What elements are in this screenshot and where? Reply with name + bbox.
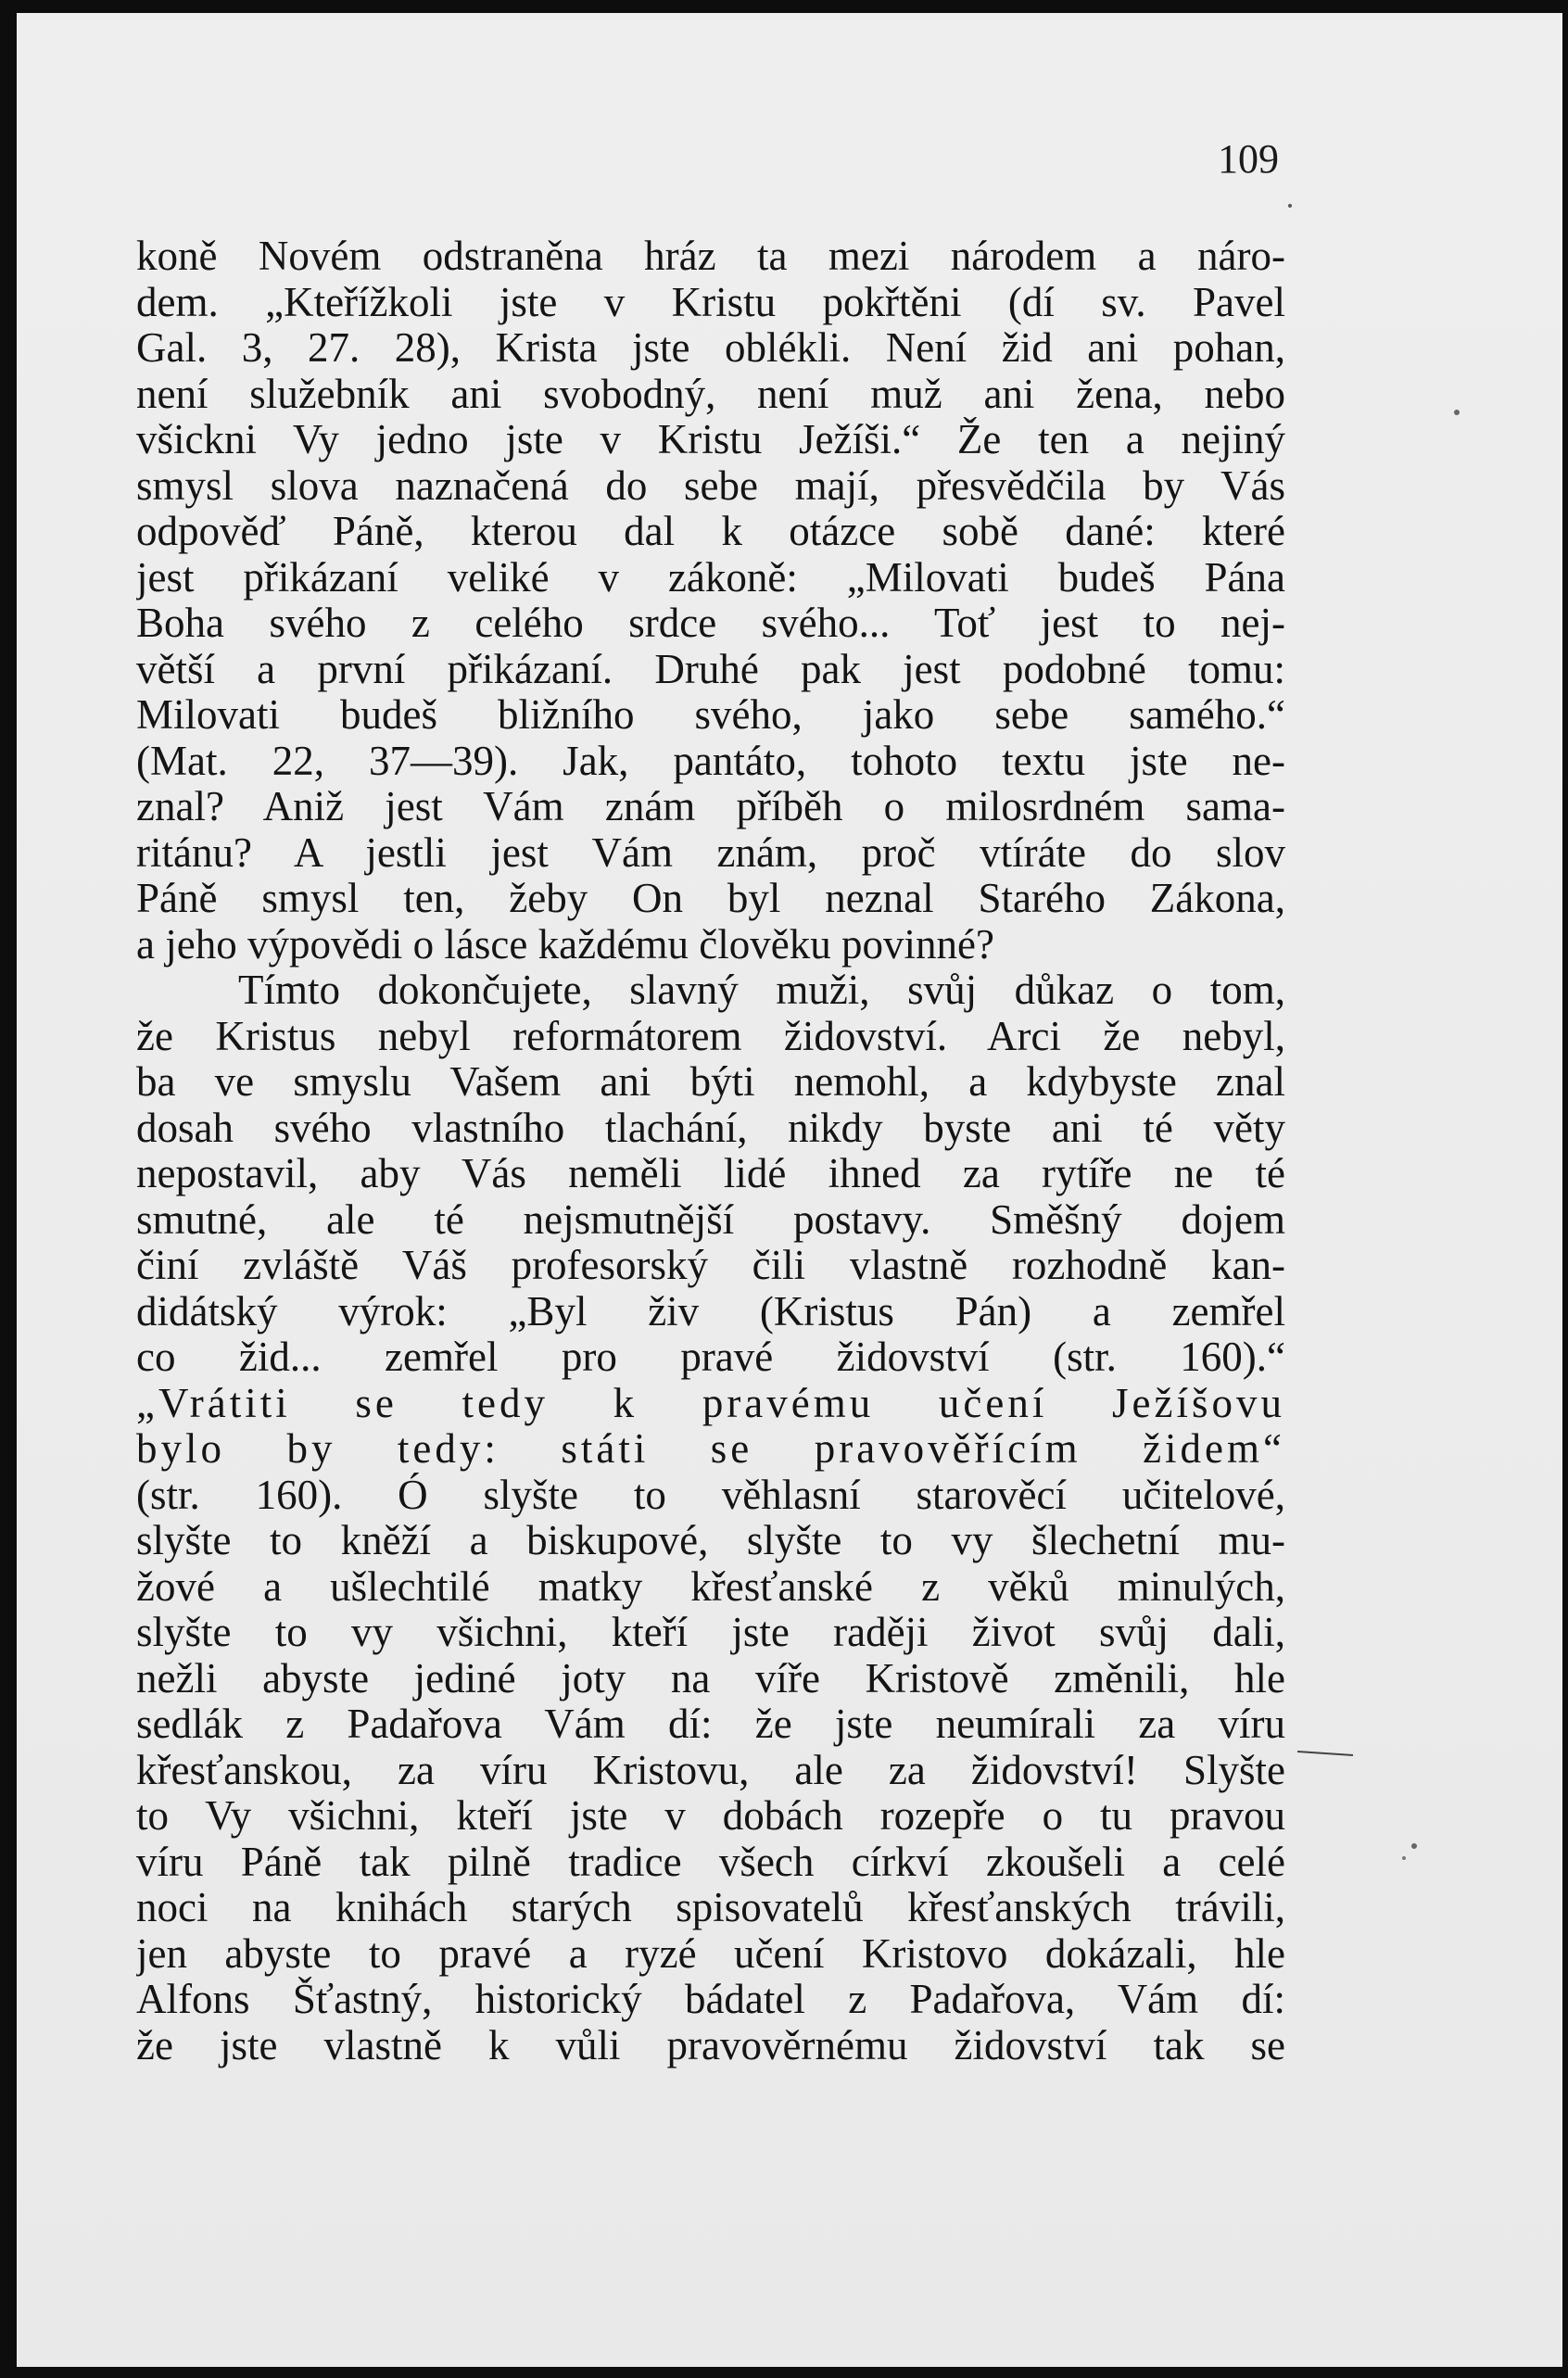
text-line-22: smutné, ale té nejsmutnější postavy. Směšný dojem — [136, 1196, 1285, 1243]
text-line-28: (str. 160). Ó slyšte to věhlasní starověcí učitelové, — [136, 1472, 1285, 1518]
text-line-31: slyšte to vy všichni, kteří jste raději život svůj dali, — [136, 1610, 1285, 1655]
text-line-38: jen abyste to pravé a ryzé učení Kristovo dokázali, hle — [136, 1930, 1285, 1977]
text-line-37: noci na knihách starých spisovatelů křesťanských trávili, — [136, 1885, 1285, 1930]
text-line-5: všickni Vy jedno jste v Kristu Ježíši.“ Že ten a nejiný — [136, 417, 1285, 462]
text-line-39: Alfons Šťastný, historický bádatel z Padařova, Vám dí: — [136, 1977, 1285, 2022]
text-line-30: žové a ušlechtilé matky křesťanské z věků minulých, — [136, 1563, 1285, 1610]
text-line-15: Páně smysl ten, žeby On byl neznal Starého Zákona, — [136, 876, 1285, 921]
text-line-33: sedlák z Padařova Vám dí: že jste neumírali za víru — [136, 1701, 1285, 1747]
text-line-1: koně Novém odstraněna hráz ta mezi národem a náro- — [136, 234, 1285, 279]
text-line-34: křesťanskou, za víru Kristovu, ale za židovství! Slyšte — [136, 1747, 1285, 1793]
text-line-6: smysl slova naznačená do sebe mají, přesvědčila by Vás — [136, 462, 1285, 509]
text-line-32: nežli abyste jediné joty na víře Kristově změnili, hle — [136, 1655, 1285, 1701]
text-line-40: že jste vlastně k vůli pravověrnému židovství tak se — [136, 2022, 1285, 2068]
text-line-17: Tímto dokončujete, slavný muži, svůj důkaz o tom, — [238, 968, 1285, 1013]
text-line-36: víru Páně tak pilně tradice všech církví zkoušeli a celé — [136, 1839, 1285, 1885]
text-line-12: (Mat. 22, 37—39). Jak, pantáto, tohoto textu jste ne- — [136, 738, 1285, 784]
text-line-18: že Kristus nebyl reformátorem židovství. Arci že nebyl, — [136, 1013, 1285, 1059]
text-line-23: činí zvláště Váš profesorský čili vlastně rozhodně kan- — [136, 1243, 1285, 1288]
page-number: 109 — [1218, 136, 1279, 182]
text-line-10: větší a první přikázaní. Druhé pak jest podobné tomu: — [136, 646, 1285, 692]
text-line-20: dosah svého vlastního tlachání, nikdy byste ani té věty — [136, 1105, 1285, 1151]
text-line-16: a jeho výpovědi o lásce každému člověku povinné? — [136, 921, 994, 968]
text-line-19: ba ve smyslu Vašem ani býti nemohl, a kdybyste znal — [136, 1059, 1285, 1105]
text-line-13: znal? Aniž jest Vám znám příběh o milosrdném sama- — [136, 784, 1285, 829]
text-line-26: „Vrátiti se tedy k pravému učení Ježíšovu — [136, 1380, 1285, 1426]
text-line-29: slyšte to kněží a biskupové, slyšte to vy šlechetní mu- — [136, 1518, 1285, 1563]
text-line-2: dem. „Kteřížkoli jste v Kristu pokřtěni (dí sv. Pavel — [136, 279, 1285, 325]
body-text — [136, 234, 1285, 2068]
text-line-7: odpověď Páně, kterou dal k otázce sobě dané: které — [136, 509, 1285, 554]
text-line-4: není služebník ani svobodný, není muž ani žena, nebo — [136, 371, 1285, 417]
text-line-21: nepostavil, aby Vás neměli lidé ihned za rytíře ne té — [136, 1151, 1285, 1196]
text-line-11: Milovati budeš bližního svého, jako sebe samého.“ — [136, 692, 1285, 738]
text-line-27: bylo by tedy: státi se pravověřícím židem“ — [136, 1426, 1285, 1472]
text-line-9: Boha svého z celého srdce svého... Toť jest to nej- — [136, 601, 1285, 646]
text-line-25: co žid... zemřel pro pravé židovství (str. 160).“ — [136, 1334, 1285, 1380]
text-line-8: jest přikázaní veliké v zákoně: „Milovati budeš Pána — [136, 554, 1285, 601]
text-line-24: didátský výrok: „Byl živ (Kristus Pán) a zemřel — [136, 1288, 1285, 1334]
text-line-35: to Vy všichni, kteří jste v dobách rozepře o tu pravou — [136, 1793, 1285, 1839]
text-line-3: Gal. 3, 27. 28), Krista jste oblékli. Není žid ani pohan, — [136, 325, 1285, 371]
text-line-14: ritánu? A jestli jest Vám znám, proč vtíráte do slov — [136, 829, 1285, 876]
